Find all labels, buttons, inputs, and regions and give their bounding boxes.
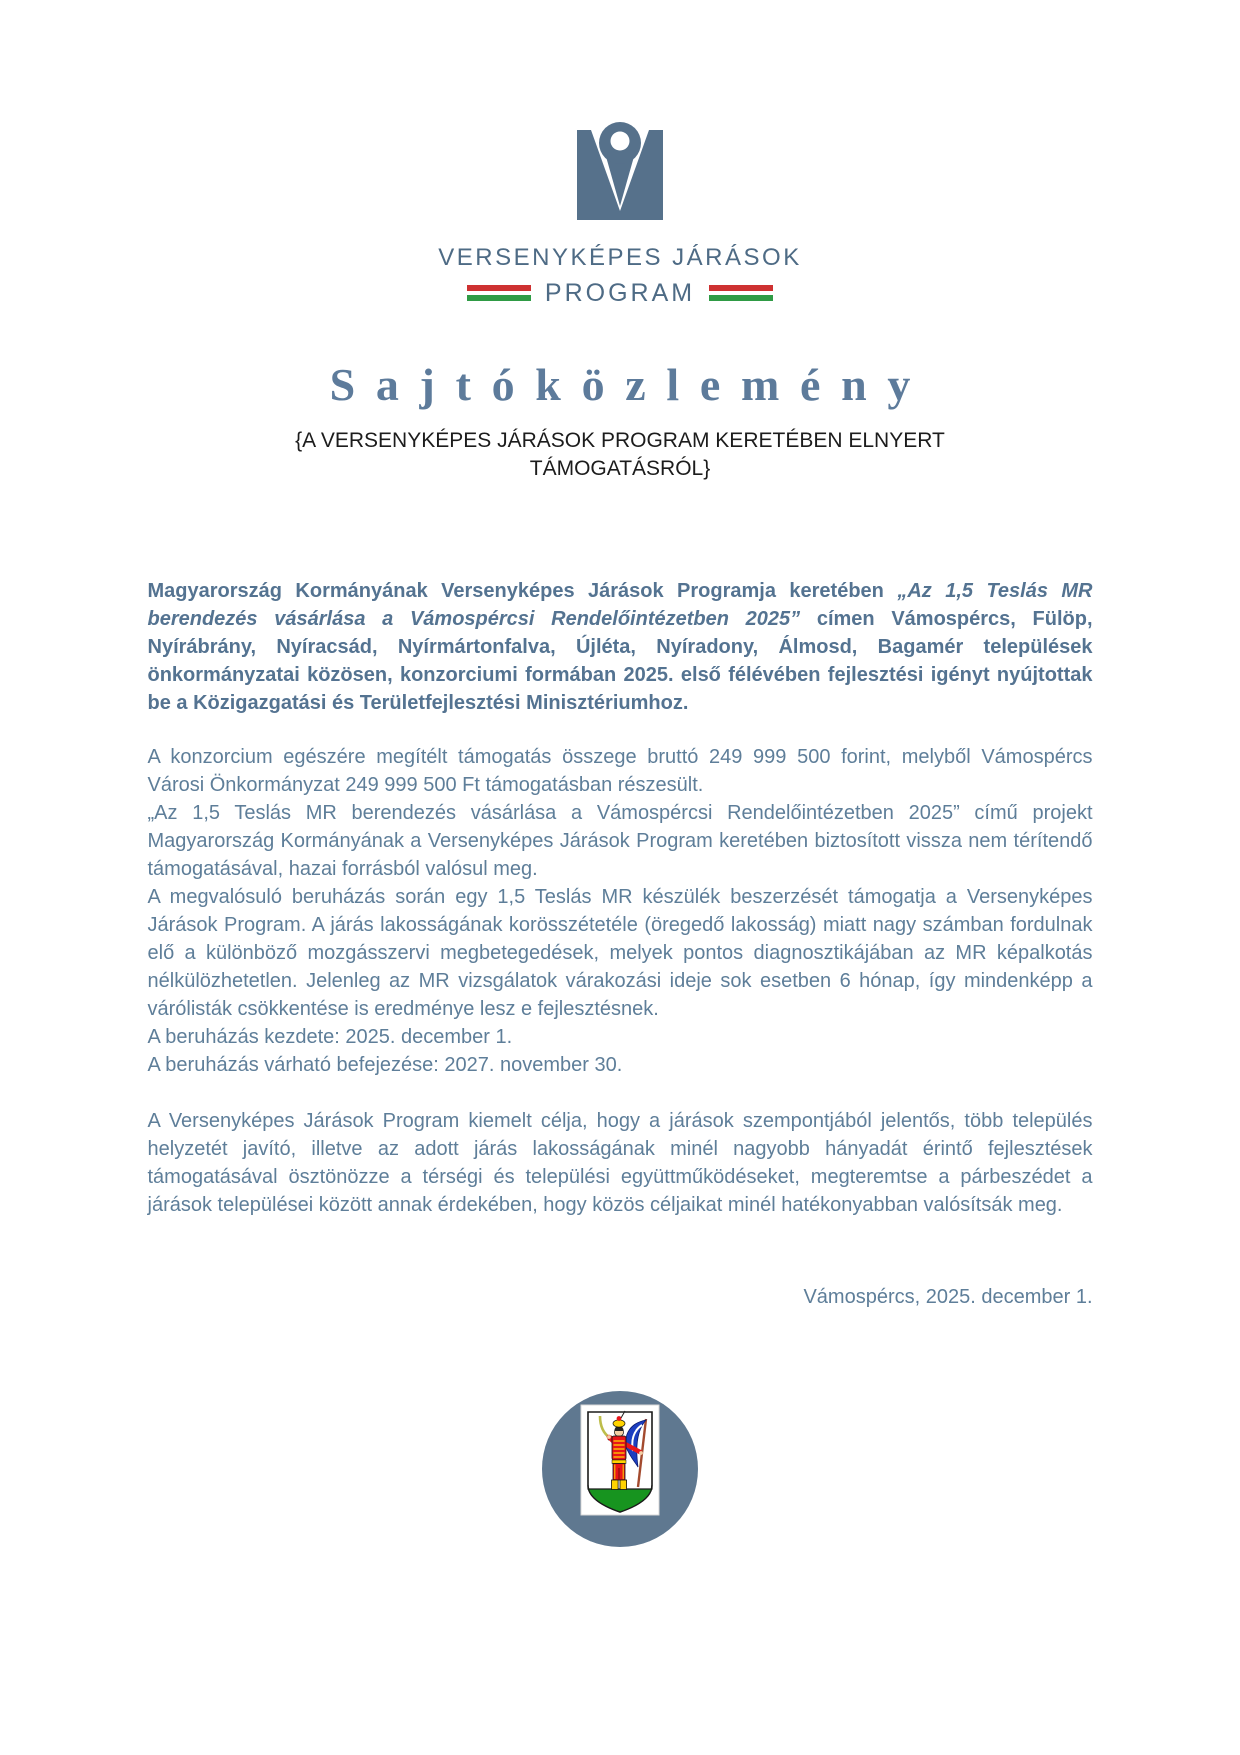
footer-emblem	[0, 1391, 1240, 1547]
press-release-body	[148, 577, 1093, 1311]
hungarian-flag-right-icon	[709, 285, 773, 302]
logo-wordmark: VERSENYKÉPES JÁRÁSOK	[438, 244, 802, 271]
lead-text-after: címen Vámospércs, Fülöp, Nyírábrány, Nyíracsád, Nyírmártonfalva, Újléta, Nyíradony, Álmosd, Bagamér települések önkormányzatai közösen, konzorciumi formában 2025. első félévében fejlesztési igényt nyújtottak be a Közigazgatási és Területfejlesztési Minisztériumhoz.	[147, 607, 1093, 714]
page-subtitle: {A VERSENYKÉPES JÁRÁSOK PROGRAM KERETÉBEN ELNYERT TÁMOGATÁSRÓL}	[295, 429, 945, 480]
paragraph-mr-device: A megvalósuló beruházás során egy 1,5 Teslás MR készülék beszerzését támogatja a Versenyképes Járások Program. A járás lakosságának korösszétetéle (öregedő lakosság) miatt nagy számban fordulnak elő a különböző mozgásszervi megbetegedések, melyek pontos diagnosztikájában az MR képalkotás nélkülözhetetlen. Jelenleg az MR vizsgálatok várakozási ideje sok esetben 6 hónap, így mindenképp a várólisták csökkentése is eredménye lesz e fejlesztésnek.	[147, 885, 1093, 1020]
vamospercs-coat-of-arms-icon	[542, 1391, 698, 1547]
closing-paragraph: A Versenyképes Járások Program kiemelt célja, hogy a járások szempontjából jelentős, több település helyzetét javító, illetve az adott járás lakosságának minél nagyobb hányadát érintő fejlesztések támogatásával ösztönözze a térségi és települési együttműködéseket, megteremtse a párbeszédet a járások települései között annak érdekében, hogy közös céljaikat minél hatékonyabban valósítsák meg.	[147, 1109, 1093, 1216]
logo-program-row	[0, 279, 1240, 308]
logo-program-label: PROGRAM	[544, 279, 696, 307]
paragraph-project: „Az 1,5 Teslás MR berendezés vásárlása a Vámospércsi Rendelőintézetben 2025” című projekt Magyarország Kormányának a Versenyképes Járások Program keretében biztosított vissza nem térítendő támogatásával, hazai forrásból valósul meg.	[147, 801, 1093, 880]
lead-project-quote: „Az 1,5 Teslás MR berendezés vásárlása a Vámospércsi Rendelőintézetben 2025”	[147, 579, 1093, 630]
lead-text-before: Magyarország Kormányának Versenyképes Járások Programja keretében	[147, 579, 898, 602]
page-title: Sajtóközlemény	[329, 359, 932, 410]
paragraph-funding: A konzorcium egészére megítélt támogatás összege bruttó 249 999 500 forint, melyből Vámospércs Városi Önkormányzat 249 999 500 Ft támogatásban részesült.	[147, 745, 1093, 796]
paragraph-end-date: A beruházás várható befejezése: 2027. november 30.	[147, 1053, 623, 1076]
program-logo	[0, 0, 1240, 308]
hungarian-flag-left-icon	[467, 285, 531, 302]
detail-paragraphs	[148, 743, 1093, 1079]
dateline: Vámospércs, 2025. december 1.	[803, 1285, 1093, 1308]
location-pin-logo-icon	[576, 116, 664, 220]
lead-paragraph	[148, 577, 1093, 717]
paragraph-start-date: A beruházás kezdete: 2025. december 1.	[147, 1025, 513, 1048]
